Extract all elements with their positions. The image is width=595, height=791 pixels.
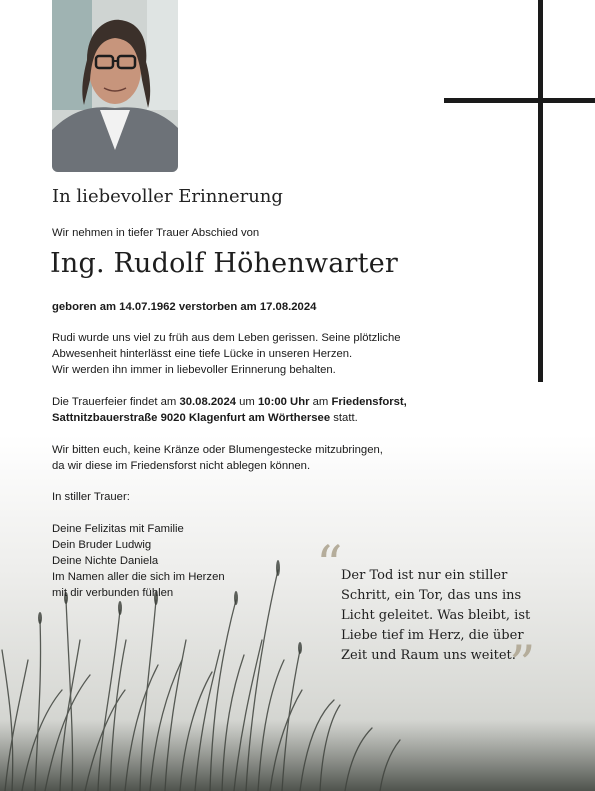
mourner-item: Deine Felizitas mit Familie	[52, 523, 184, 535]
mourners-list	[52, 521, 225, 601]
mourner-item: Deine Nichte Daniela	[52, 555, 159, 567]
request-paragraph	[52, 442, 383, 474]
paragraph-line: Rudi wurde uns viel zu früh aus dem Leben gerissen. Seine plötzliche	[52, 332, 401, 344]
memorial-heading: In liebevoller Erinnerung	[52, 186, 283, 207]
ceremony-place: Friedensforst,	[331, 396, 407, 408]
mourner-item: Im Namen aller die sich im Herzen	[52, 571, 225, 583]
ceremony-line	[52, 394, 407, 410]
quote-line: Licht geleitet. Was bleibt, ist	[341, 608, 531, 623]
mourning-label: In stiller Trauer:	[52, 491, 130, 503]
paragraph-line: Wir bitten euch, keine Kränze oder Blumengestecke mitzubringen,	[52, 444, 383, 456]
deceased-name: Ing. Rudolf Höhenwarter	[50, 248, 398, 279]
christian-cross-icon	[444, 0, 595, 382]
ceremony-text: um	[236, 396, 258, 408]
paragraph-line: Wir werden ihn immer in liebevoller Erinnerung behalten.	[52, 364, 336, 376]
ceremony-address: Sattnitzbauerstraße 9020 Klagenfurt am Wörthersee	[52, 412, 331, 424]
ceremony-date: 30.08.2024	[179, 396, 237, 408]
ceremony-time: 10:00 Uhr	[258, 396, 310, 408]
ceremony-text: Die Trauerfeier findet am	[52, 396, 180, 408]
paragraph-line: da wir diese im Friedensforst nicht ablegen können.	[52, 460, 311, 472]
life-dates: geboren am 14.07.1962 verstorben am 17.08.2024	[52, 301, 317, 313]
ceremony-text: statt.	[330, 412, 358, 424]
portrait-photo	[52, 0, 178, 172]
quote-line: Zeit und Raum uns weitet.	[341, 648, 516, 663]
ceremony-line	[52, 410, 407, 426]
ceremony-paragraph	[52, 394, 407, 426]
intro-text: Wir nehmen in tiefer Trauer Abschied von	[52, 227, 260, 239]
quote-line: Der Tod ist nur ein stiller	[341, 568, 508, 583]
quote-line: Schritt, ein Tor, das uns ins	[341, 588, 522, 603]
quote-line: Liebe tief im Herz, die über	[341, 628, 524, 643]
mourner-item: mit dir verbunden fühlen	[52, 587, 174, 599]
memorial-quote	[341, 566, 530, 666]
paragraph-line: Abwesenheit hinterlässt eine tiefe Lücke in unseren Herzen.	[52, 348, 353, 360]
memorial-paragraph	[52, 330, 401, 378]
quote-open-mark: “	[316, 536, 343, 596]
mourner-item: Dein Bruder Ludwig	[52, 539, 152, 551]
ceremony-text: am	[309, 396, 332, 408]
quote-close-mark: ”	[509, 636, 536, 696]
